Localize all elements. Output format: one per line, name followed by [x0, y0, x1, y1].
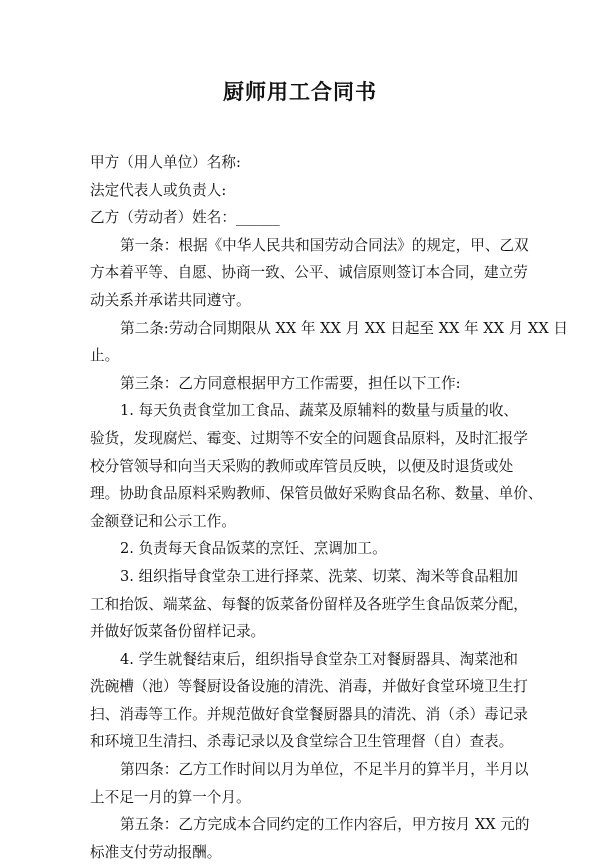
body-line: 和环境卫生清扫、杀毒记录以及食堂综合卫生管理督（自）查表。 [90, 733, 514, 751]
body-line: 方本着平等、自愿、协商一致、公平、诚信原则签订本合同，建立劳 [90, 264, 528, 282]
body-line: 理。协助食品原料采购教师、保管员做好采购食品名称、数量、单价、 [90, 485, 543, 503]
body-line: 第一条：根据《中华人民共和国劳动合同法》的规定，甲、乙双 [120, 236, 529, 254]
body-line: 乙方（劳动者）姓名：______ [90, 209, 280, 227]
body-line: 工和抬饭、端菜盆、每餐的饭菜备份留样及各班学生食品饭菜分配， [90, 595, 528, 613]
body-line: 标准支付劳动报酬。 [90, 843, 222, 861]
body-line: 并做好饭菜备份留样记录。 [90, 623, 266, 641]
document-title: 厨师用工合同书 [223, 79, 377, 104]
body-line: 1. 每天负责食堂加工食品、蔬菜及原辅料的数量与质量的收、 [120, 402, 519, 420]
body-line: 第二条:劳动合同期限从 XX 年 XX 月 XX 日起至 XX 年 XX 月 XX 日 [120, 319, 568, 337]
body-line: 动关系并承诺共同遵守。 [90, 291, 251, 309]
body-line: 止。 [90, 347, 120, 365]
body-line: 洗碗槽（池）等餐厨设备设施的清洗、消毒，并做好食堂环境卫生打 [90, 678, 528, 696]
body-line: 2. 负责每天食品饭菜的烹饪、烹调加工。 [120, 540, 387, 558]
document-body [90, 149, 568, 866]
body-line: 校分管领导和向当天采购的教师或库管员反映，以便及时退货或处 [90, 457, 514, 475]
body-line: 上不足一月的算一个月。 [90, 788, 251, 806]
body-line: 金额登记和公示工作。 [90, 512, 236, 530]
body-line: 扫、消毒等工作。并规范做好食堂餐厨器具的清洗、消（杀）毒记录 [90, 705, 528, 723]
body-line: 第四条：乙方工作时间以月为单位，不足半月的算半月，半月以 [120, 761, 529, 779]
body-line: 验货，发现腐烂、霉变、过期等不安全的问题食品原料，及时汇报学 [90, 429, 528, 447]
body-line: 3. 组织指导食堂杂工进行择菜、洗菜、切菜、淘米等食品粗加 [120, 567, 519, 585]
body-line: 法定代表人或负责人: [90, 181, 227, 199]
body-line: 第三条：乙方同意根据甲方工作需要，担任以下工作: [120, 374, 461, 392]
body-line: 第五条：乙方完成本合同约定的工作内容后，甲方按月 XX 元的 [120, 816, 530, 834]
body-line: 4. 学生就餐结束后，组织指导食堂杂工对餐厨器具、淘菜池和 [120, 650, 519, 668]
body-line: 甲方（用人单位）名称: [90, 154, 241, 171]
